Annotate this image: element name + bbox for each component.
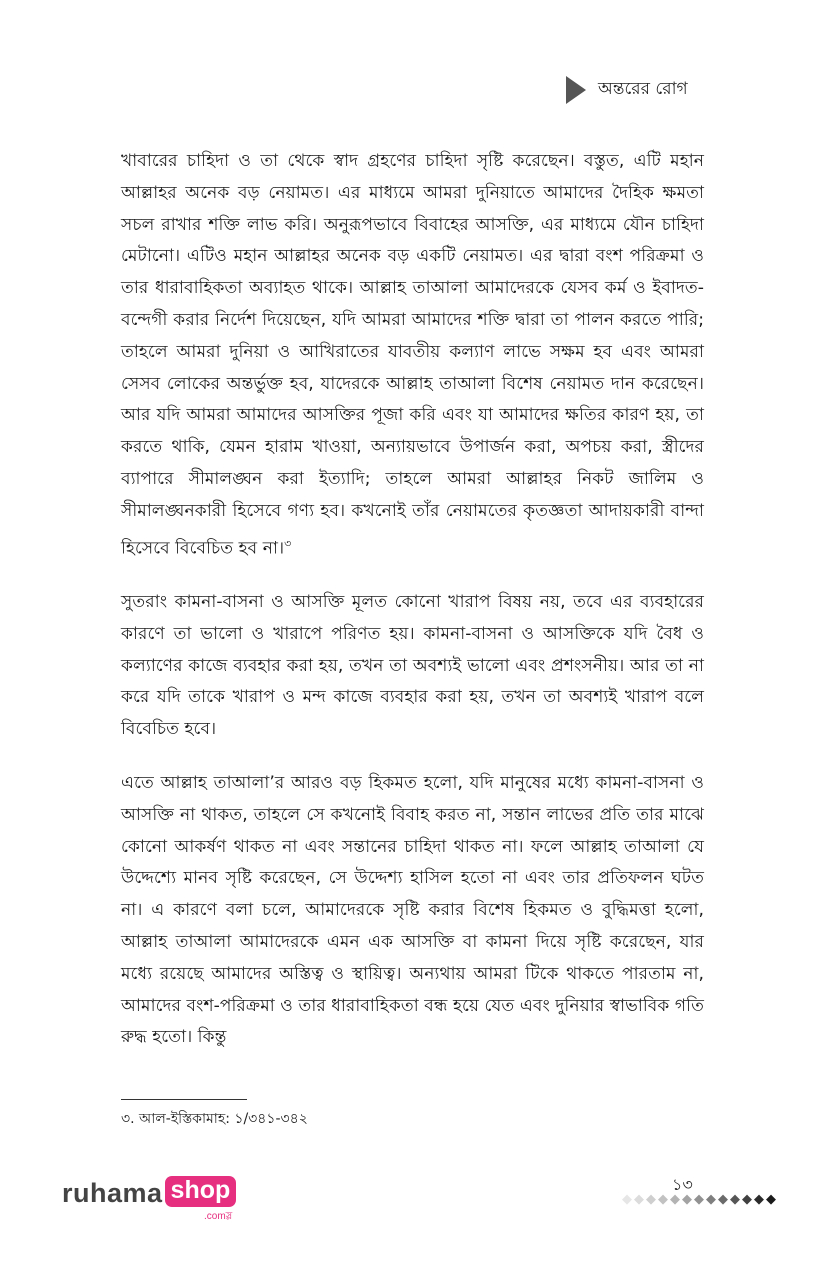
diamond-icon: ◆ xyxy=(718,1192,728,1207)
chapter-title: অন্তরের রোগ xyxy=(598,79,688,99)
diamond-icon: ◆ xyxy=(694,1192,704,1207)
running-header xyxy=(566,76,688,104)
diamond-icon: ◆ xyxy=(766,1192,776,1207)
diamond-icon: ◆ xyxy=(658,1192,668,1207)
logo-shop-block xyxy=(165,1176,237,1222)
page-number: ১৩ xyxy=(672,1175,693,1194)
logo-text-shop: shop xyxy=(165,1176,237,1207)
paragraph-1 xyxy=(121,146,704,565)
logo-text-com: .comস্ল xyxy=(204,1211,233,1222)
ruhamashop-logo xyxy=(62,1176,236,1222)
diamond-icon: ◆ xyxy=(730,1192,740,1207)
triangle-marker-icon xyxy=(566,76,586,104)
body-text xyxy=(121,146,704,1076)
paragraph-2: সুতরাং কামনা-বাসনা ও আসক্তি মূলত কোনো খারাপ বিষয় নয়, তবে এর ব্যবহারের কারণে তা ভালো ও খারাপে পরিণত হয়। কামনা-বাসনা ও আসক্তিকে যদি বৈধ ও কল্যাণের কাজে ব্যবহার করা হয়, তখন তা অবশ্যই ভালো এবং প্রশংসনীয়। আর তা না করে যদি তাকে খারাপ ও মন্দ কাজে ব্যবহার করা হয়, তখন তা অবশ্যই খারাপ বলে বিবেচিত হবে। xyxy=(121,592,704,740)
diamond-icon: ◆ xyxy=(754,1192,764,1207)
footnote: ৩. আল-ইস্তিকামাহ: ১/৩৪১-৩৪২ xyxy=(121,1111,308,1127)
diamond-icon: ◆ xyxy=(634,1192,644,1207)
diamond-icon: ◆ xyxy=(682,1192,692,1207)
decorative-diamond-row xyxy=(622,1193,776,1207)
diamond-icon: ◆ xyxy=(706,1192,716,1207)
diamond-icon: ◆ xyxy=(670,1192,680,1207)
diamond-icon: ◆ xyxy=(646,1192,656,1207)
diamond-icon: ◆ xyxy=(742,1192,752,1207)
logo-text-ruhama: ruhama xyxy=(62,1178,163,1208)
footnote-divider xyxy=(121,1099,247,1100)
footnote-reference: ৩ xyxy=(284,536,292,550)
diamond-icon: ◆ xyxy=(622,1192,632,1207)
paragraph-3: এতে আল্লাহ তাআলা’র আরও বড় হিকমত হলো, যদি মানুষের মধ্যে কামনা-বাসনা ও আসক্তি না থাকত, তাহলে সে কখনোই বিবাহ করত না, সন্তান লাভের প্রতি তার মাঝে কোনো আকর্ষণ থাকত না এবং সন্তানের চাহিদা থাকত না। ফলে আল্লাহ তাআলা যে উদ্দেশ্যে মানব সৃষ্টি করেছেন, সে উদ্দেশ্য হাসিল হতো না এবং তার প্রতিফলন ঘটত না। এ কারণে বলা চলে, আমাদেরকে সৃষ্টি করার বিশেষ হিকমত ও বুদ্ধিমত্তা হলো, আল্লাহ তাআলা আমাদেরকে এমন এক আসক্তি বা কামনা দিয়ে সৃষ্টি করেছেন, যার মধ্যে রয়েছে আমাদের অস্তিত্ব ও স্থায়িত্ব। অন্যথায় আমরা টিকে থাকতে পারতাম না, আমাদের বংশ-পরিক্রমা ও তার ধারাবাহিকতা বন্ধ হয়ে যেত এবং দুনিয়ার স্বাভাবিক গতি রুদ্ধ হতো। কিন্তু xyxy=(121,773,704,1048)
paragraph-1-text: খাবারের চাহিদা ও তা থেকে স্বাদ গ্রহণের চাহিদা সৃষ্টি করেছেন। বস্তুত, এটি মহান আল্লাহর অনেক বড় নেয়ামত। এর মাধ্যমে আমরা দুনিয়াতে আমাদের দৈহিক ক্ষমতা সচল রাখার শক্তি লাভ করি। অনুরূপভাবে বিবাহের আসক্তি, এর মাধ্যমে যৌন চাহিদা মেটানো। এটিও মহান আল্লাহর অনেক বড় একটি নেয়ামত। এর দ্বারা বংশ পরিক্রমা ও তার ধারাবাহিকতা অব্যাহত থাকে। আল্লাহ তাআলা আমাদেরকে যেসব কর্ম ও ইবাদত-বন্দেগী করার নির্দেশ দিয়েছেন, যদি আমরা আমাদের শক্তি দ্বারা তা পালন করতে পারি; তাহলে আমরা দুনিয়া ও আখিরাতের যাবতীয় কল্যাণ লাভে সক্ষম হব এবং আমরা সেসব লোকের অন্তর্ভুক্ত হব, যাদেরকে আল্লাহ তাআলা বিশেষ নেয়ামত দান করেছেন। আর যদি আমরা আমাদের আসক্তির পূজা করি এবং যা আমাদের ক্ষতির কারণ হয়, তা করতে থাকি, যেমন হারাম খাওয়া, অন্যায়ভাবে উপার্জন করা, অপচয় করা, স্ত্রীদের ব্যাপারে সীমালঙ্ঘন করা ইত্যাদি; তাহলে আমরা আল্লাহর নিকট জালিম ও সীমালঙ্ঘনকারী হিসেবে গণ্য হব। কখনোই তাঁর নেয়ামতের কৃতজ্ঞতা আদায়কারী বান্দা হিসেবে বিবেচিত হব না। xyxy=(121,151,704,559)
